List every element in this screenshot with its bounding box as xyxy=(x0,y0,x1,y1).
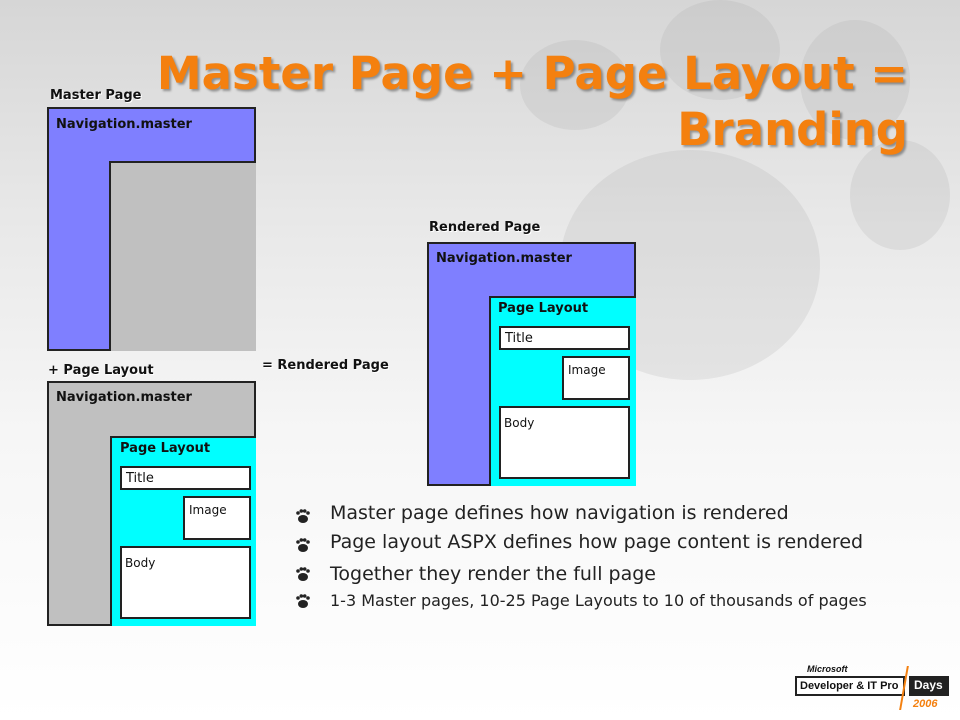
navigation-master-label: Navigation.master xyxy=(56,117,192,132)
bullet-text: Page layout ASPX defines how page content is rendered xyxy=(330,531,864,553)
master-page-label: Master Page xyxy=(50,88,142,103)
paw-icon xyxy=(296,509,310,523)
bullet-item xyxy=(292,564,892,584)
bullet-text: 1-3 Master pages, 10-25 Page Layouts to 10 of thousands of pages xyxy=(330,591,867,610)
page-layout-diagram xyxy=(47,381,256,626)
bullet-item xyxy=(292,591,892,610)
equals-rendered-page-label: = Rendered Page xyxy=(262,358,389,373)
title-field xyxy=(120,466,251,490)
body-field xyxy=(120,546,251,619)
logo-year: 2006 xyxy=(913,698,938,710)
navigation-master-label: Navigation.master xyxy=(56,390,192,405)
bullet-text: Together they render the full page xyxy=(330,563,656,585)
logo-brand: Microsoft xyxy=(807,664,848,674)
master-page-diagram xyxy=(47,107,256,351)
paw-icon xyxy=(296,567,310,581)
logo-product: Developer & IT Pro xyxy=(800,680,899,692)
bullet-item xyxy=(292,502,892,524)
logo-product-box xyxy=(795,676,905,696)
title-field xyxy=(499,326,630,350)
image-field xyxy=(562,356,630,400)
rendered-page-label: Rendered Page xyxy=(429,220,541,235)
image-field-label: Image xyxy=(568,363,606,377)
navigation-master-label: Navigation.master xyxy=(436,251,572,266)
content-placeholder-area xyxy=(109,161,256,351)
slide-title: Master Page + Page Layout = Branding xyxy=(156,47,908,156)
bullet-list xyxy=(292,502,892,610)
rendered-page-diagram xyxy=(427,242,636,486)
image-field-label: Image xyxy=(189,503,227,517)
logo-days-box xyxy=(909,676,949,696)
paw-icon xyxy=(296,538,310,552)
logo-days: Days xyxy=(914,678,943,692)
page-layout-region xyxy=(489,296,636,486)
body-field-label: Body xyxy=(504,416,535,430)
event-logo xyxy=(785,664,950,712)
body-field xyxy=(499,406,630,479)
title-field-label: Title xyxy=(505,331,533,346)
page-layout-label: Page Layout xyxy=(498,301,589,316)
page-layout-region xyxy=(110,436,256,626)
body-field-label: Body xyxy=(125,556,156,570)
paw-icon xyxy=(296,594,310,608)
plus-page-layout-label: + Page Layout xyxy=(48,363,154,378)
bullet-item xyxy=(292,531,892,553)
image-field xyxy=(183,496,251,540)
page-layout-label: Page Layout xyxy=(120,441,211,456)
title-field-label: Title xyxy=(126,471,154,486)
bullet-text: Master page defines how navigation is rendered xyxy=(330,502,789,524)
